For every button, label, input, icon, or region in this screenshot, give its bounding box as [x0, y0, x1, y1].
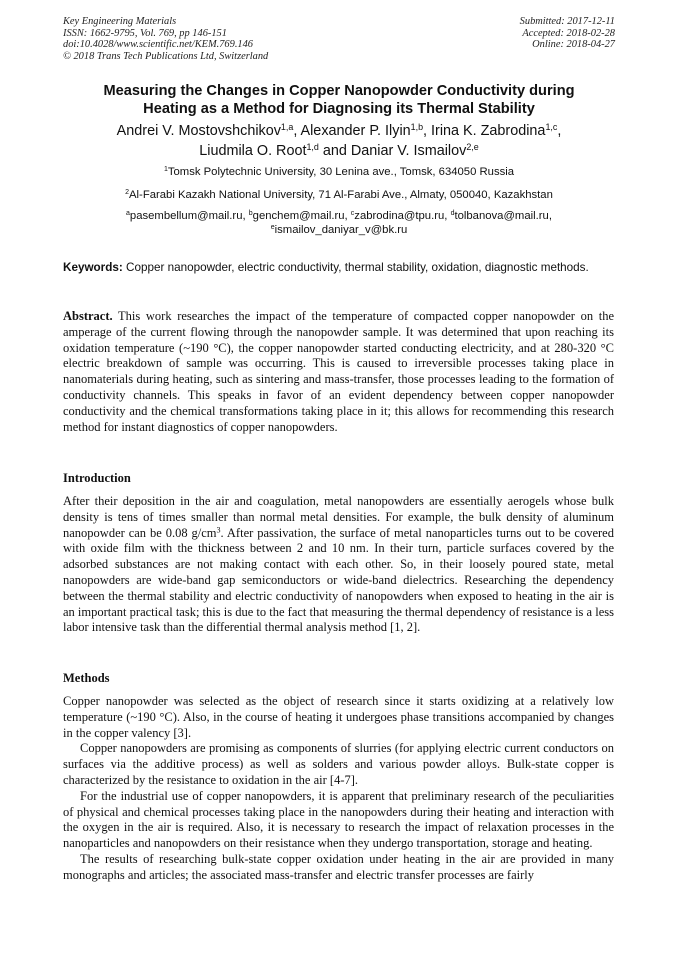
author-sup: 1,c [545, 122, 558, 133]
author-sup: 1,a [280, 122, 294, 133]
accepted-date: Accepted: 2018-02-28 [522, 27, 615, 39]
paragraph: Copper nanopowder was selected as the object of research since it starts oxidizing at a relatively low temperature (~190 °C). Also, in the course of heating it undergoes phase transitions accompanied by changes in the copper valency [3]. [63, 694, 614, 740]
author-separator: , [293, 123, 301, 139]
author-sup: 1,d [306, 142, 319, 153]
email-address[interactable]: ismailov_daniyar_v@bk.ru [274, 224, 408, 236]
author-name: Alexander P. Ilyin [300, 123, 411, 139]
author-separator: and [318, 143, 351, 159]
affiliation [60, 166, 618, 179]
title-line-2: Heating as a Method for Diagnosing its Thermal Stability [143, 100, 535, 117]
email-address[interactable]: tolbanova@mail.ru [454, 210, 549, 222]
section-heading-introduction: Introduction [63, 471, 131, 485]
paragraph: For the industrial use of copper nanopowders, it is apparent that preliminary research of the peculiarities of physical and chemical processes taking place in the nanopowders during their heating and interaction with the oxygen in the air is required. Also, it is necessary to research the impact of relaxation processes in the nanoparticles and nanopowders on their resistance when they undergo transportation, storage and heating. [63, 788, 614, 851]
author-sup: 1,b [410, 122, 424, 133]
keywords-text: Copper nanopowder, electric conductivity, thermal stability, oxidation, diagnostic methods. [126, 261, 589, 274]
online-date: Online: 2018-04-27 [532, 39, 615, 51]
paragraph-text: After their deposition in the air and coagulation, metal nanopowders are essentially aerogels whose bulk density is tens of times smaller than normal metal densities. For example, the bulk density of aluminum nanopowder can be 0.08 g/cm [63, 494, 614, 540]
abstract [63, 309, 614, 435]
email-sup: e [270, 224, 275, 232]
methods-body [63, 694, 614, 884]
email-address[interactable]: pasembellum@mail.ru [129, 210, 243, 222]
journal-copyright: © 2018 Trans Tech Publications Ltd, Switzerland [63, 50, 269, 62]
keywords [63, 260, 614, 275]
author-name: Irina K. Zabrodina [431, 123, 546, 139]
journal-doi: doi:10.4028/www.scientific.net/KEM.769.146 [63, 39, 253, 51]
author-name: Daniar V. Ismailov [350, 143, 467, 159]
paragraph-text: . After passivation, the surface of metal nanoparticles turns out to be covered with oxide film with the thickness between 2 and 10 nm. In their turn, particle surfaces covered by the adsorbed substances are not making contact with each other. So, in their loosely poured state, metal nanopowders are wide-band gap semiconductors or wide-band dielectrics. Researching the dependency between the thermal stability and electric conductivity of nanopowders when exposed to heating in the air is an important practical task; this is due to the fact that measuring the thermal dependency of resistance is a less labor intensive task than the differential thermal analysis method [1, 2]. [63, 525, 614, 635]
section-heading-methods: Methods [63, 671, 110, 685]
affiliation-sup: 2 [125, 189, 130, 197]
abstract-text: This work researches the impact of the temperature of compacted copper nanopowder on the amperage of the current flowing through the nanopowder sample. It was determined that upon reaching its oxidation temperature (~190 °C), the copper nanopowder started conducting electricity, and at 280-320 °C electric breakdown of sample was occurring. This is caused to irreversible processes taking place in nanomaterials during heating, such as sintering and mass-transfer, those processes leading to the formation of conductivity channels. This speaks in favor of an evident dependency between copper nanopowder conductivity and the chemical transformations taking place in it; this allows for recommending this research method for instant diagnostics of copper nanopowders. [63, 309, 614, 434]
affiliation-text: Tomsk Polytechnic University, 30 Lenina ave., Tomsk, 634050 Russia [167, 166, 515, 178]
abstract-label: Abstract. [63, 309, 113, 323]
title-line-1: Measuring the Changes in Copper Nanopowder Conductivity during [103, 83, 575, 99]
email-sup: b [248, 210, 253, 218]
email-list: $^a$pasembellum@mail.ru, $^b$genchem@mail.ru, $^c$zabrodina@tpu.ru, $^d$tolbanova@mail.ru, $^e$ismailov_daniyar_v@bk.ru [126, 210, 552, 236]
affiliation-sup: 1 [163, 166, 168, 174]
email-sup: a [126, 210, 130, 218]
publication-dates [520, 16, 615, 51]
affiliation-text: Al-Farabi Kazakh National University, 71 Al-Farabi Ave., Almaty, 050040, Kazakhstan [129, 189, 553, 201]
superscript: 3 [216, 525, 221, 535]
paragraph: The results of researching bulk-state copper oxidation under heating in the air are provided in many monographs and articles; the associated mass-transfer and electric transfer processes are fairly [63, 851, 614, 882]
paragraph: Copper nanopowders are promising as components of slurries (for applying electric current conductors on surfaces via the additive process) as well as solders and various powder alloys. Bulk-state copper is characterized by the resistance to oxidation in the air [4-7]. [63, 741, 614, 787]
author-separator: , [423, 123, 432, 139]
journal-issn: ISSN: 1662-9795, Vol. 769, pp 146-151 [63, 27, 227, 39]
affiliation [60, 189, 618, 202]
journal-name: Key Engineering Materials [63, 16, 177, 27]
author-name: Liudmila O. Root [199, 143, 307, 159]
email-address[interactable]: genchem@mail.ru [252, 210, 345, 222]
author-sup: 2,e [466, 142, 479, 153]
email-sup: d [450, 210, 455, 218]
submitted-date: Submitted: 2017-12-11 [519, 16, 615, 27]
email-sup: c [350, 210, 355, 218]
journal-info [63, 16, 268, 62]
author-name: Andrei V. Mostovshchikov [116, 123, 281, 139]
author-list [60, 121, 618, 161]
introduction-body [63, 494, 614, 636]
email-address[interactable]: zabrodina@tpu.ru [354, 210, 445, 222]
keywords-label: Keywords: [63, 261, 123, 274]
paper-title [60, 83, 618, 118]
author-separator: , [557, 123, 562, 139]
